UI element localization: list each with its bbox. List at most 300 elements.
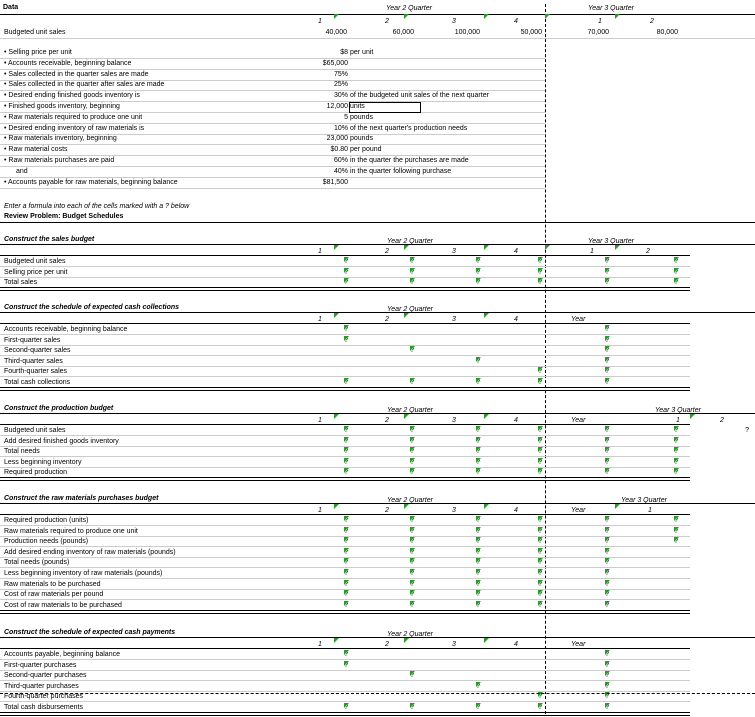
- formula-cell[interactable]: ?: [410, 448, 414, 456]
- row-label: First-quarter purchases: [4, 661, 77, 669]
- formula-cell[interactable]: ?: [344, 379, 348, 386]
- comment-marker-icon: [410, 537, 415, 542]
- formula-cell[interactable]: ?: [538, 469, 542, 477]
- comment-marker-icon: [605, 548, 610, 553]
- formula-cell[interactable]: ?: [344, 427, 348, 434]
- sales-value-cell[interactable]: 60,000: [392, 29, 414, 36]
- comment-marker-icon: [344, 458, 349, 463]
- comment-marker-icon: [605, 682, 610, 687]
- row-border: [0, 312, 755, 313]
- comment-marker-icon: [476, 601, 481, 606]
- formula-cell[interactable]: ?: [410, 437, 414, 445]
- formula-cell[interactable]: ?: [605, 279, 609, 287]
- row-label: Raw materials required to produce one unit: [4, 527, 138, 535]
- assumption-value-cell[interactable]: 12,000: [326, 103, 348, 110]
- formula-cell[interactable]: ?: [344, 661, 348, 669]
- formula-cell[interactable]: ?: [538, 591, 542, 599]
- formula-cell[interactable]: ?: [538, 548, 542, 556]
- assumption-value-cell[interactable]: 10%: [333, 124, 348, 132]
- formula-cell[interactable]: ?: [674, 527, 678, 535]
- row-label: Total needs: [4, 448, 40, 456]
- comment-marker-icon: [410, 278, 415, 283]
- comment-marker-icon: [674, 426, 679, 431]
- comment-marker-icon: [410, 378, 415, 383]
- sales-value-cell[interactable]: 50,000: [520, 29, 542, 36]
- comment-marker-icon: [404, 638, 409, 643]
- comment-marker-icon: [344, 590, 349, 595]
- formula-cell[interactable]: ?: [674, 437, 678, 445]
- quarter-number: 4: [514, 316, 518, 323]
- comment-marker-icon: [545, 14, 550, 19]
- formula-cell[interactable]: ?: [538, 448, 542, 456]
- formula-cell[interactable]: ?: [476, 458, 480, 466]
- formula-cell[interactable]: ?: [344, 469, 348, 477]
- total-row-border: [0, 712, 690, 716]
- formula-cell[interactable]: ?: [476, 279, 480, 287]
- formula-cell[interactable]: ?: [410, 347, 414, 355]
- formula-cell[interactable]: ?: [410, 279, 414, 287]
- row-border: [0, 345, 690, 346]
- comment-marker-icon: [538, 257, 543, 262]
- formula-cell[interactable]: ?: [538, 704, 542, 711]
- comment-marker-icon: [605, 558, 610, 563]
- comment-marker-icon: [605, 590, 610, 595]
- formula-cell[interactable]: ?: [538, 268, 542, 276]
- formula-cell[interactable]: ?: [605, 437, 609, 445]
- assumption-value-cell[interactable]: $65,000: [322, 59, 348, 67]
- formula-cell[interactable]: ?: [476, 580, 480, 588]
- formula-cell[interactable]: ?: [410, 672, 414, 680]
- comment-marker-icon: [674, 468, 679, 473]
- instruction-text: Enter a formula into each of the cells marked with a ? below: [4, 203, 190, 210]
- comment-marker-icon: [538, 516, 543, 521]
- row-border: [0, 514, 690, 515]
- comment-marker-icon: [674, 516, 679, 521]
- formula-cell[interactable]: ?: [538, 379, 542, 386]
- comment-marker-icon: [605, 671, 610, 676]
- formula-cell[interactable]: ?: [344, 601, 348, 609]
- formula-cell[interactable]: ?: [605, 357, 609, 365]
- quarter-number: 2: [646, 248, 650, 255]
- row-border: [0, 670, 690, 671]
- formula-cell[interactable]: ?: [344, 527, 348, 535]
- comment-marker-icon: [410, 268, 415, 273]
- formula-cell[interactable]: ?: [605, 704, 609, 711]
- comment-marker-icon: [538, 437, 543, 442]
- formula-cell[interactable]: ?: [674, 458, 678, 466]
- formula-cell[interactable]: ?: [410, 548, 414, 556]
- formula-cell[interactable]: ?: [605, 559, 609, 567]
- formula-cell[interactable]: ?: [476, 427, 480, 434]
- formula-cell[interactable]: ?: [538, 693, 542, 701]
- row-label: Fourth-quarter purchases: [4, 693, 83, 701]
- row-label: Fourth-quarter sales: [4, 368, 68, 376]
- comment-marker-icon: [476, 437, 481, 442]
- formula-cell[interactable]: ?: [605, 601, 609, 609]
- formula-cell[interactable]: ?: [344, 704, 348, 711]
- formula-cell[interactable]: ?: [605, 427, 609, 434]
- year3-header: Year 3 Quarter: [588, 238, 634, 245]
- formula-cell[interactable]: ?: [410, 538, 414, 546]
- comment-marker-icon: [410, 346, 415, 351]
- comment-marker-icon: [538, 580, 543, 585]
- formula-cell[interactable]: ?: [674, 448, 678, 456]
- row-label: Cost of raw materials per pound: [4, 591, 104, 599]
- comment-marker-icon: [404, 14, 409, 19]
- quarter-number: Year: [571, 641, 586, 648]
- comment-marker-icon: [538, 447, 543, 452]
- formula-cell[interactable]: ?: [344, 448, 348, 456]
- formula-cell[interactable]: ?: [344, 559, 348, 567]
- page-title: Data: [3, 4, 19, 11]
- assumption-value-cell[interactable]: 23,000: [326, 135, 348, 143]
- quarter-number: 1: [318, 641, 322, 648]
- formula-cell[interactable]: ?: [476, 559, 480, 567]
- formula-cell[interactable]: ?: [538, 368, 542, 376]
- comment-marker-icon: [538, 558, 543, 563]
- comment-marker-icon: [538, 537, 543, 542]
- row-label: Raw materials to be purchased: [4, 580, 101, 588]
- formula-cell[interactable]: ?: [410, 469, 414, 477]
- sales-value-cell[interactable]: 100,000: [454, 29, 480, 36]
- assumption-value-cell[interactable]: 60%: [333, 157, 348, 164]
- formula-cell[interactable]: ?: [605, 591, 609, 599]
- sales-value-cell[interactable]: 40,000: [325, 29, 347, 36]
- page-break-line: [0, 693, 755, 694]
- comment-marker-icon: [605, 426, 610, 431]
- formula-cell[interactable]: ?: [476, 548, 480, 556]
- comment-marker-icon: [615, 14, 620, 19]
- total-row-border: [0, 477, 690, 481]
- formula-cell[interactable]: ?: [538, 517, 542, 524]
- quarter-number: 2: [385, 507, 389, 514]
- comment-marker-icon: [344, 426, 349, 431]
- formula-cell[interactable]: ?: [476, 517, 480, 524]
- formula-cell[interactable]: ?: [674, 469, 678, 477]
- formula-cell[interactable]: ?: [538, 427, 542, 434]
- assumption-label: • Sales collected in the quarter sales are made: [4, 70, 149, 78]
- assumption-note: of the next quarter's production needs: [350, 124, 468, 132]
- formula-cell[interactable]: ?: [410, 704, 414, 711]
- comment-marker-icon: [605, 367, 610, 372]
- formula-cell[interactable]: ?: [538, 570, 542, 577]
- comment-marker-icon: [410, 569, 415, 574]
- comment-marker-icon: [344, 468, 349, 473]
- quarter-number: 4: [514, 507, 518, 514]
- comment-marker-icon: [484, 14, 489, 19]
- formula-cell[interactable]: ?: [410, 580, 414, 588]
- assumption-note: pounds: [350, 135, 373, 143]
- section-title: Construct the raw materials purchases budget: [4, 495, 159, 502]
- formula-cell[interactable]: ?: [605, 538, 609, 546]
- formula-cell[interactable]: ?: [476, 258, 480, 265]
- comment-marker-icon: [476, 580, 481, 585]
- comment-marker-icon: [484, 414, 489, 419]
- column-divider: [545, 4, 546, 714]
- formula-cell[interactable]: ?: [344, 458, 348, 466]
- formula-cell[interactable]: ?: [344, 538, 348, 546]
- formula-cell[interactable]: ?: [344, 437, 348, 445]
- assumption-label: • Accounts receivable, beginning balance: [4, 59, 132, 67]
- comment-marker-icon: [605, 458, 610, 463]
- row-label: Total cash collections: [4, 379, 71, 386]
- assumption-value-cell[interactable]: 40%: [333, 167, 348, 175]
- formula-cell[interactable]: ?: [476, 704, 480, 711]
- assumption-note: pounds: [350, 113, 373, 121]
- formula-cell[interactable]: ?: [538, 580, 542, 588]
- comment-marker-icon: [484, 313, 489, 318]
- row-border: [0, 413, 755, 414]
- selected-cell[interactable]: [349, 102, 421, 113]
- formula-cell[interactable]: ?: [410, 379, 414, 386]
- comment-marker-icon: [410, 580, 415, 585]
- formula-cell[interactable]: ?: [605, 448, 609, 456]
- year2-header: Year 2 Quarter: [387, 497, 433, 504]
- year2-header: Year 2 Quarter: [386, 5, 432, 12]
- formula-cell[interactable]: ?: [605, 347, 609, 355]
- row-label: Third-quarter purchases: [4, 682, 79, 690]
- formula-cell[interactable]: ?: [410, 458, 414, 466]
- comment-marker-icon: [476, 558, 481, 563]
- formula-cell[interactable]: ?: [476, 448, 480, 456]
- quarter-number: 3: [452, 18, 456, 25]
- comment-marker-icon: [404, 313, 409, 318]
- formula-cell[interactable]: ?: [605, 580, 609, 588]
- formula-cell[interactable]: ?: [605, 570, 609, 577]
- formula-cell[interactable]: ?: [605, 693, 609, 701]
- comment-marker-icon: [674, 537, 679, 542]
- formula-cell[interactable]: ?: [344, 268, 348, 276]
- formula-cell[interactable]: ?: [605, 336, 609, 344]
- comment-marker-icon: [344, 650, 349, 655]
- formula-cell[interactable]: ?: [476, 437, 480, 445]
- comment-marker-icon: [344, 447, 349, 452]
- sales-value-cell[interactable]: 70,000: [587, 29, 609, 36]
- formula-cell[interactable]: ?: [605, 672, 609, 680]
- row-border: [0, 255, 690, 256]
- row-border: [0, 188, 545, 189]
- assumption-value-cell[interactable]: $8: [340, 49, 348, 56]
- formula-cell[interactable]: ?: [344, 580, 348, 588]
- formula-cell[interactable]: ?: [538, 559, 542, 567]
- row-border: [0, 691, 690, 692]
- comment-marker-icon: [605, 580, 610, 585]
- formula-cell[interactable]: ?: [538, 601, 542, 609]
- assumption-value-cell[interactable]: 25%: [333, 81, 348, 89]
- comment-marker-icon: [404, 504, 409, 509]
- assumption-label: • Raw materials inventory, beginning: [4, 135, 117, 143]
- quarter-number: 1: [590, 248, 594, 255]
- formula-cell[interactable]: ?: [410, 570, 414, 577]
- assumption-label: • Selling price per unit: [4, 49, 72, 56]
- formula-cell[interactable]: ?: [344, 651, 348, 658]
- comment-marker-icon: [334, 245, 339, 250]
- comment-marker-icon: [344, 601, 349, 606]
- formula-cell[interactable]: ?: [410, 427, 414, 434]
- comment-marker-icon: [476, 268, 481, 273]
- formula-cell[interactable]: ?: [674, 538, 678, 546]
- formula-cell[interactable]: ?: [674, 279, 678, 287]
- comment-marker-icon: [538, 569, 543, 574]
- comment-marker-icon: [605, 346, 610, 351]
- formula-cell[interactable]: ?: [410, 591, 414, 599]
- comment-marker-icon: [615, 245, 620, 250]
- comment-marker-icon: [538, 367, 543, 372]
- formula-cell[interactable]: ?: [476, 469, 480, 477]
- row-label: Add desired ending inventory of raw materials (pounds): [4, 548, 176, 556]
- formula-cell[interactable]: ?: [605, 326, 609, 333]
- row-border: [0, 166, 545, 167]
- formula-cell[interactable]: ?: [605, 682, 609, 690]
- comment-marker-icon: [690, 414, 695, 419]
- formula-cell[interactable]: ?: [605, 379, 609, 386]
- assumption-value-cell[interactable]: 75%: [333, 70, 348, 78]
- assumption-value-cell[interactable]: $0.80: [330, 146, 348, 154]
- comment-marker-icon: [674, 268, 679, 273]
- assumption-note: per pound: [350, 146, 382, 154]
- sales-value-cell[interactable]: 80,000: [656, 29, 678, 36]
- comment-marker-icon: [674, 458, 679, 463]
- comment-marker-icon: [476, 378, 481, 383]
- formula-cell[interactable]: ?: [410, 268, 414, 276]
- row-label: Total needs (pounds): [4, 559, 70, 567]
- formula-cell[interactable]: ?: [344, 570, 348, 577]
- comment-marker-icon: [605, 336, 610, 341]
- formula-cell[interactable]: ?: [605, 458, 609, 466]
- formula-cell[interactable]: ?: [538, 538, 542, 546]
- comment-marker-icon: [674, 437, 679, 442]
- comment-marker-icon: [344, 516, 349, 521]
- comment-marker-icon: [674, 278, 679, 283]
- formula-cell[interactable]: ?: [410, 527, 414, 535]
- comment-marker-icon: [476, 527, 481, 532]
- formula-cell[interactable]: ?: [476, 268, 480, 276]
- row-border: [0, 680, 690, 681]
- formula-cell[interactable]: ?: [476, 601, 480, 609]
- formula-cell[interactable]: ?: [605, 368, 609, 376]
- quarter-number: 2: [385, 18, 389, 25]
- comment-marker-icon: [605, 516, 610, 521]
- formula-cell[interactable]: ?: [410, 601, 414, 609]
- row-label: Less beginning inventory: [4, 458, 82, 466]
- assumption-value-cell[interactable]: 30%: [333, 92, 348, 100]
- quarter-number: 1: [318, 18, 322, 25]
- quarter-number: 2: [385, 641, 389, 648]
- comment-marker-icon: [674, 447, 679, 452]
- quarter-number: 1: [676, 417, 680, 424]
- formula-cell[interactable]: ?: [605, 258, 609, 265]
- assumption-note: in the quarter the purchases are made: [350, 157, 469, 164]
- formula-cell[interactable]: ?: [605, 651, 609, 658]
- formula-cell[interactable]: ?: [605, 548, 609, 556]
- formula-cell[interactable]: ?: [605, 268, 609, 276]
- comment-marker-icon: [334, 414, 339, 419]
- comment-marker-icon: [344, 703, 349, 708]
- row-label: Production needs (pounds): [4, 538, 89, 546]
- comment-marker-icon: [344, 268, 349, 273]
- formula-cell[interactable]: ?: [745, 427, 749, 434]
- row-border: [0, 144, 545, 145]
- formula-cell[interactable]: ?: [344, 548, 348, 556]
- comment-marker-icon: [605, 437, 610, 442]
- assumption-value-cell[interactable]: 5: [344, 113, 348, 121]
- formula-cell[interactable]: ?: [344, 336, 348, 344]
- quarter-number: 2: [720, 417, 724, 424]
- comment-marker-icon: [484, 504, 489, 509]
- comment-marker-icon: [674, 527, 679, 532]
- comment-marker-icon: [476, 447, 481, 452]
- quarter-number: 1: [318, 507, 322, 514]
- assumption-note: per unit: [350, 49, 374, 56]
- formula-cell[interactable]: ?: [674, 268, 678, 276]
- row-border: [0, 38, 755, 39]
- formula-cell[interactable]: ?: [476, 538, 480, 546]
- formula-cell[interactable]: ?: [476, 379, 480, 386]
- formula-cell[interactable]: ?: [476, 682, 480, 690]
- comment-marker-icon: [538, 426, 543, 431]
- formula-cell[interactable]: ?: [344, 591, 348, 599]
- formula-cell[interactable]: ?: [605, 469, 609, 477]
- formula-cell[interactable]: ?: [344, 258, 348, 265]
- quarter-number: 4: [514, 641, 518, 648]
- formula-cell[interactable]: ?: [410, 517, 414, 524]
- comment-marker-icon: [344, 661, 349, 666]
- formula-cell[interactable]: ?: [344, 326, 348, 333]
- row-label: Third-quarter sales: [4, 357, 63, 365]
- formula-cell[interactable]: ?: [344, 279, 348, 287]
- comment-marker-icon: [605, 268, 610, 273]
- comment-marker-icon: [410, 558, 415, 563]
- formula-cell[interactable]: ?: [605, 527, 609, 535]
- formula-cell[interactable]: ?: [605, 517, 609, 524]
- formula-cell[interactable]: ?: [605, 661, 609, 669]
- comment-marker-icon: [410, 516, 415, 521]
- year2-header: Year 2 Quarter: [387, 306, 433, 313]
- comment-marker-icon: [344, 378, 349, 383]
- formula-cell[interactable]: ?: [538, 279, 542, 287]
- comment-marker-icon: [605, 278, 610, 283]
- comment-marker-icon: [605, 703, 610, 708]
- section-title: Construct the schedule of expected cash payments: [4, 629, 176, 636]
- formula-cell[interactable]: ?: [674, 427, 678, 434]
- row-border: [0, 244, 755, 245]
- formula-cell[interactable]: ?: [344, 517, 348, 524]
- formula-cell[interactable]: ?: [674, 517, 678, 524]
- assumption-value-cell[interactable]: $81,500: [322, 178, 348, 186]
- row-border: [0, 222, 755, 223]
- formula-cell[interactable]: ?: [476, 357, 480, 365]
- comment-marker-icon: [476, 516, 481, 521]
- formula-cell[interactable]: ?: [410, 258, 414, 265]
- comment-marker-icon: [410, 601, 415, 606]
- assumption-label: • Sales collected in the quarter after sales are made: [4, 81, 165, 89]
- comment-marker-icon: [538, 268, 543, 273]
- quarter-number: 4: [514, 417, 518, 424]
- comment-marker-icon: [538, 278, 543, 283]
- formula-cell[interactable]: ?: [476, 591, 480, 599]
- formula-cell[interactable]: ?: [538, 527, 542, 535]
- formula-cell[interactable]: ?: [476, 570, 480, 577]
- comment-marker-icon: [344, 580, 349, 585]
- formula-cell[interactable]: ?: [538, 258, 542, 265]
- formula-cell[interactable]: ?: [476, 527, 480, 535]
- formula-cell[interactable]: ?: [538, 437, 542, 445]
- assumption-label: • Desired ending inventory of raw materials is: [4, 124, 145, 132]
- formula-cell[interactable]: ?: [538, 458, 542, 466]
- formula-cell[interactable]: ?: [674, 258, 678, 265]
- comment-marker-icon: [344, 548, 349, 553]
- formula-cell[interactable]: ?: [410, 559, 414, 567]
